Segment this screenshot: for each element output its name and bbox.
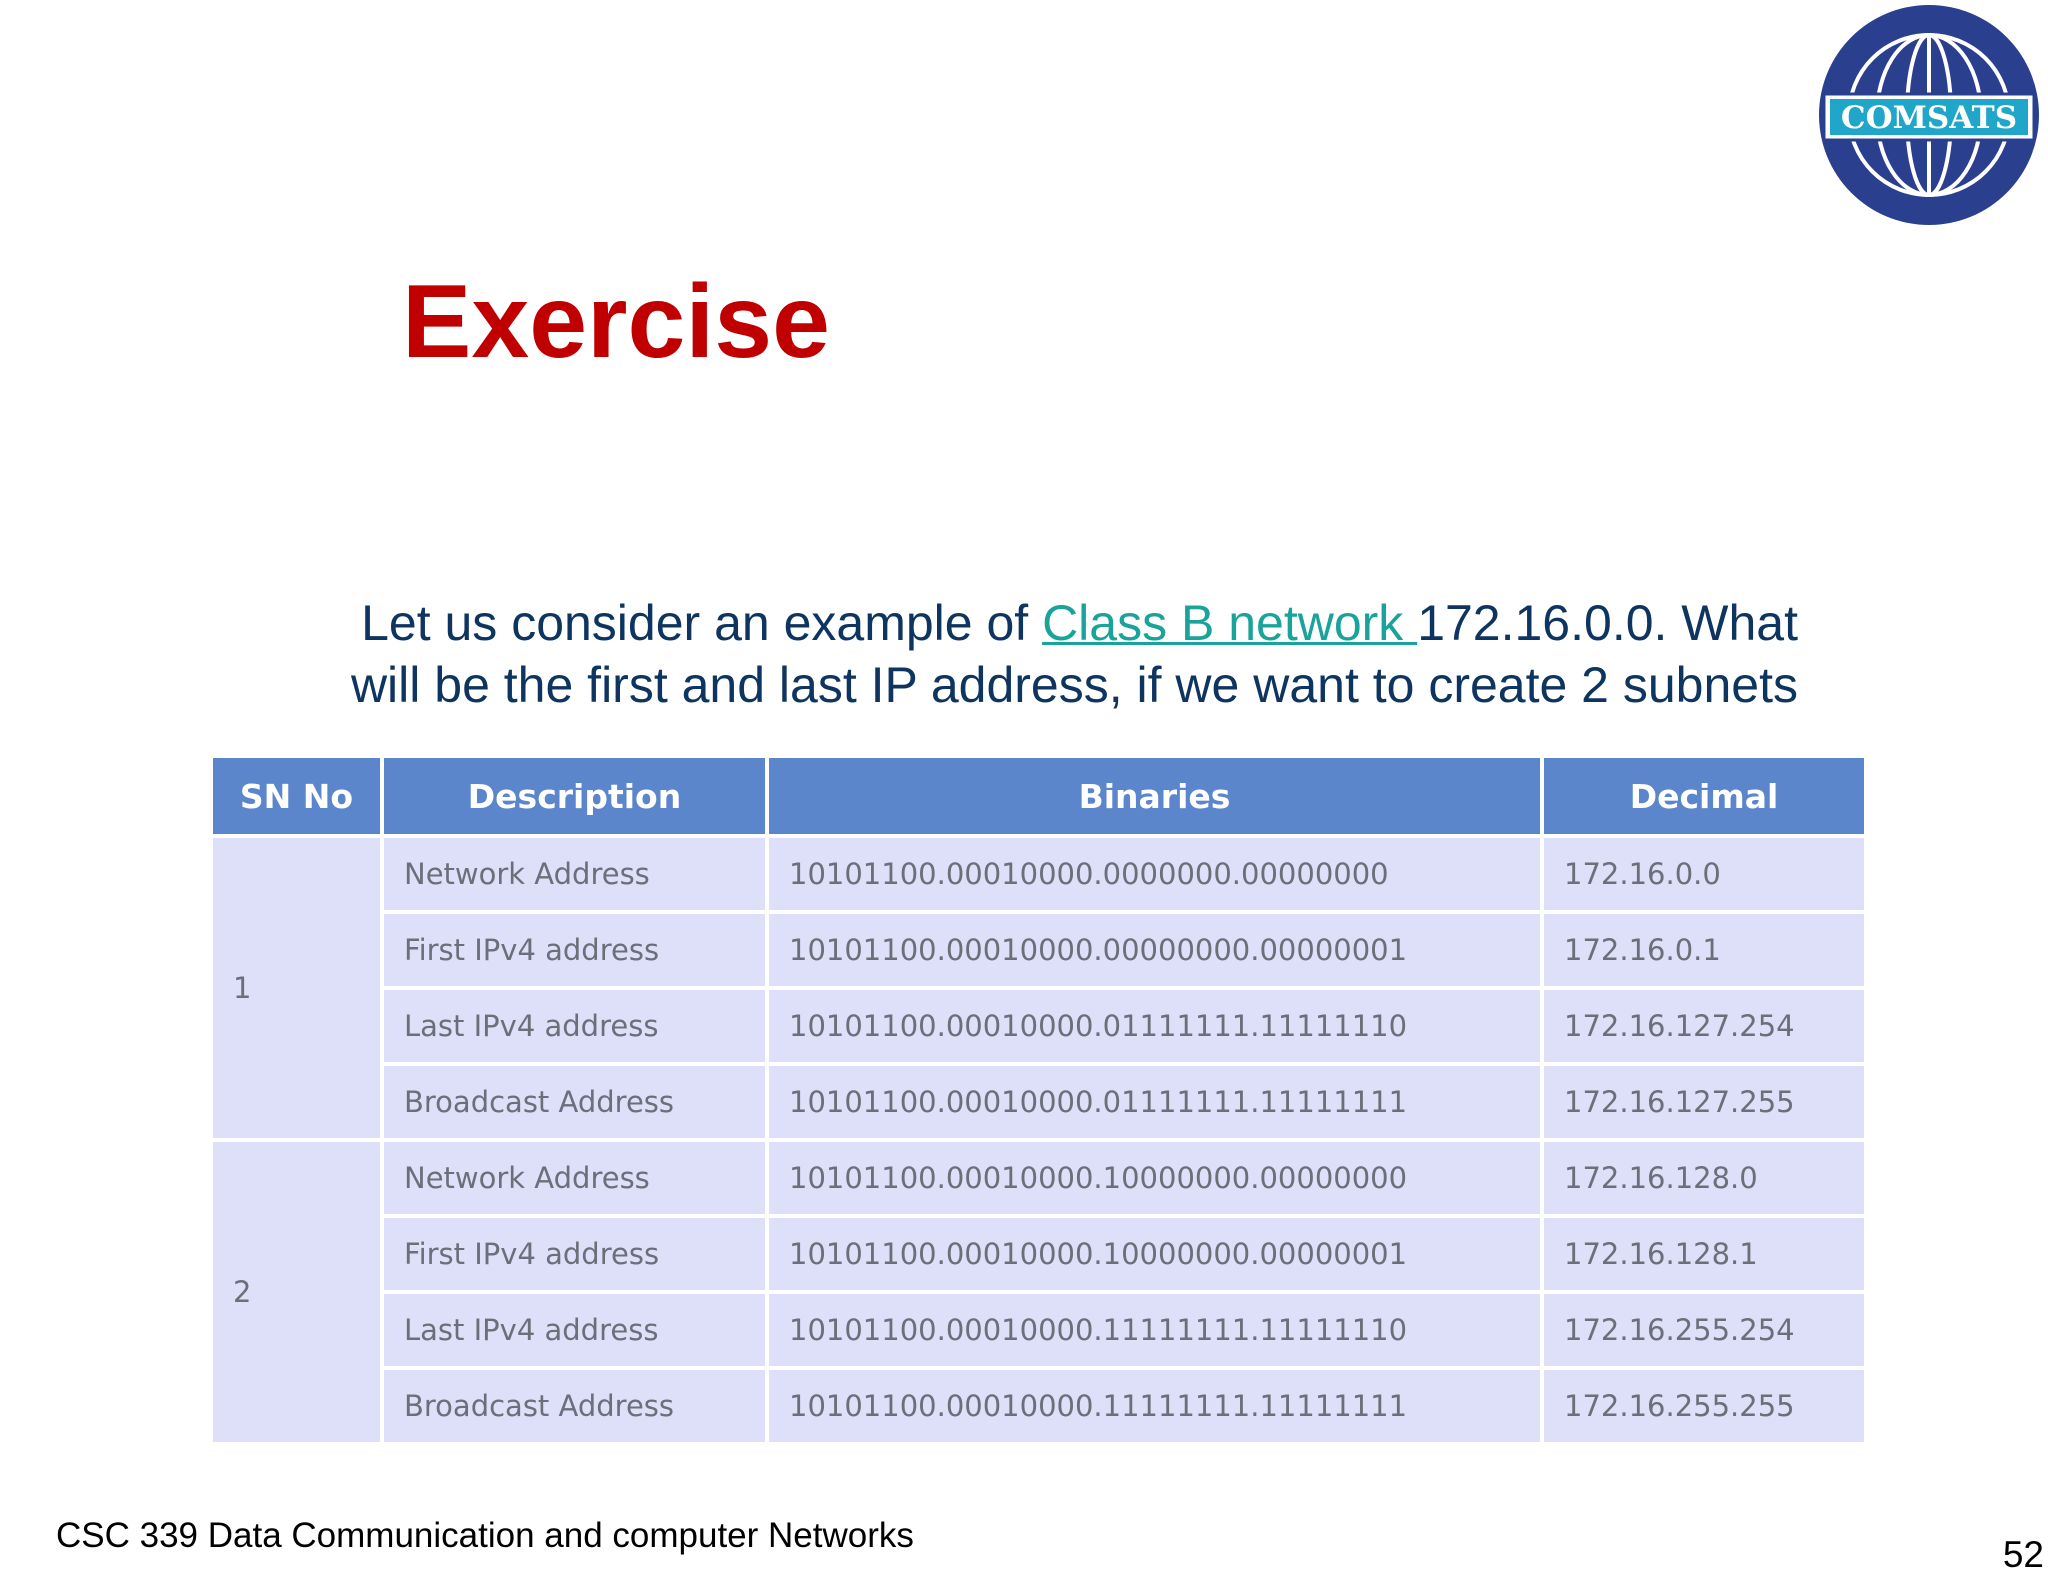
header-decimal: Decimal <box>1542 756 1866 836</box>
row-decimal: 172.16.0.0 <box>1542 836 1866 912</box>
table-row <box>211 912 1866 988</box>
row-description: Last IPv4 address <box>382 1292 767 1368</box>
row-description: Network Address <box>382 836 767 912</box>
subnet-number: 2 <box>211 1140 382 1444</box>
table-row <box>211 1064 1866 1140</box>
subnet-table <box>209 754 1868 1446</box>
table-row <box>211 1216 1866 1292</box>
header-binaries: Binaries <box>767 756 1542 836</box>
row-binary: 10101100.00010000.0000000.00000000 <box>767 836 1542 912</box>
row-decimal: 172.16.128.0 <box>1542 1140 1866 1216</box>
row-decimal: 172.16.127.254 <box>1542 988 1866 1064</box>
row-binary: 10101100.00010000.11111111.11111110 <box>767 1292 1542 1368</box>
header-sn-no: SN No <box>211 756 382 836</box>
table-row <box>211 836 1866 912</box>
row-decimal: 172.16.127.255 <box>1542 1064 1866 1140</box>
course-footer: CSC 339 Data Communication and computer Networks <box>56 1516 914 1555</box>
table-row <box>211 1368 1866 1444</box>
table-row <box>211 1292 1866 1368</box>
row-binary: 10101100.00010000.01111111.11111111 <box>767 1064 1542 1140</box>
exercise-question <box>318 592 1798 716</box>
class-b-network-link[interactable]: Class B network <box>1042 595 1418 651</box>
row-decimal: 172.16.255.255 <box>1542 1368 1866 1444</box>
question-text-end: 172.16.0.0. What will be the first and last IP address, if we want to create 2 subnets <box>350 595 1798 713</box>
logo-text: COMSATS <box>1840 100 2018 136</box>
row-description: Network Address <box>382 1140 767 1216</box>
row-decimal: 172.16.128.1 <box>1542 1216 1866 1292</box>
row-description: Last IPv4 address <box>382 988 767 1064</box>
row-description: First IPv4 address <box>382 912 767 988</box>
question-text-start: Let us consider an example of <box>361 595 1043 651</box>
row-binary: 10101100.00010000.11111111.11111111 <box>767 1368 1542 1444</box>
row-description: Broadcast Address <box>382 1064 767 1140</box>
row-description: Broadcast Address <box>382 1368 767 1444</box>
row-description: First IPv4 address <box>382 1216 767 1292</box>
row-binary: 10101100.00010000.01111111.11111110 <box>767 988 1542 1064</box>
table-row <box>211 1140 1866 1216</box>
row-binary: 10101100.00010000.10000000.00000001 <box>767 1216 1542 1292</box>
slide-title: Exercise <box>402 264 830 380</box>
row-binary: 10101100.00010000.00000000.00000001 <box>767 912 1542 988</box>
table-row <box>211 988 1866 1064</box>
row-decimal: 172.16.255.254 <box>1542 1292 1866 1368</box>
page-number: 52 <box>2002 1534 2044 1575</box>
comsats-logo <box>1816 2 2042 228</box>
subnet-number: 1 <box>211 836 382 1140</box>
header-description: Description <box>382 756 767 836</box>
row-binary: 10101100.00010000.10000000.00000000 <box>767 1140 1542 1216</box>
table-header-row <box>211 756 1866 836</box>
row-decimal: 172.16.0.1 <box>1542 912 1866 988</box>
